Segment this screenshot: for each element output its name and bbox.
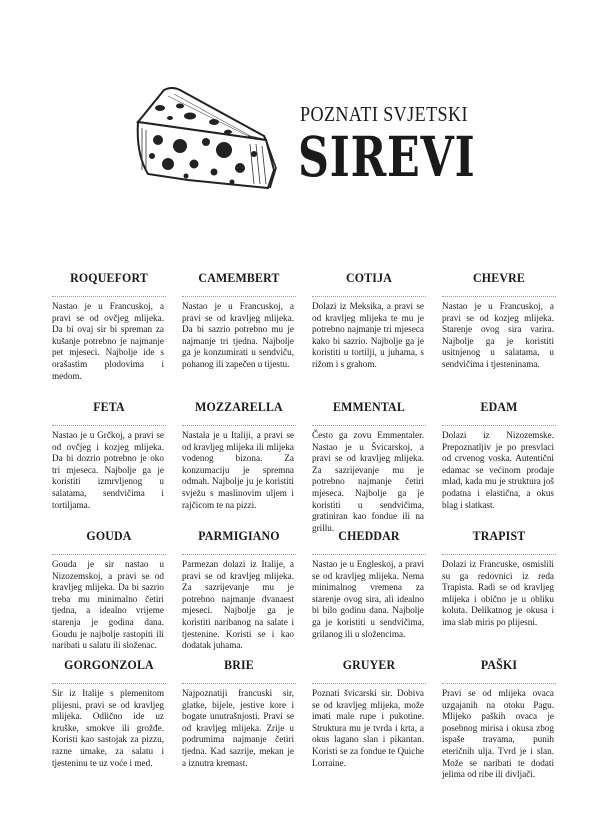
- cheese-name: COTIJA: [345, 271, 393, 285]
- poster-subtitle: POZNATI SVJETSKI: [300, 102, 468, 126]
- cheese-description: Gouda je sir nastao u Nizozemskoj, a pravi se od kravljeg mlijeka. Da bi sazrio treba mu minimalno četiri tjedna, a idealno vrijeme starenja je godina dana. Goudu je najbolje rastopiti ili naribati u salatu ili složenac.: [52, 559, 164, 651]
- cheese-name: CAMEMBERT: [198, 271, 280, 285]
- cheese-card: [312, 524, 426, 653]
- cheese-card: [52, 524, 166, 653]
- poster-title: SIREVI: [298, 124, 476, 189]
- cheese-name: GORGONZOLA: [64, 658, 154, 672]
- divider: [52, 554, 166, 555]
- cheese-card: [182, 524, 296, 653]
- divider: [52, 683, 166, 684]
- cheese-name: ROQUEFORT: [70, 271, 148, 285]
- cheese-description: Nastao je u Francuskoj, a pravi se od ovčjeg mlijeka. Da bi ovaj sir bi spreman za kušanje potrebno je najmanje pet mjeseci. Najbolje ide s orašastim plodovima i medom.: [52, 301, 164, 381]
- cheese-name: PAŠKI: [480, 658, 518, 672]
- cheese-name: CHEDDAR: [338, 529, 400, 543]
- divider: [442, 683, 556, 684]
- cheese-card: [182, 395, 296, 524]
- cheese-card: [442, 395, 556, 524]
- cheese-card: [312, 653, 426, 782]
- divider: [182, 425, 296, 426]
- cheese-description: Najpoznatiji francuski sir, glatke, bijele, jestive kore i bogate unutrašnjosti. Pravi se od kravljeg mlijeka. Zrije u podrumima najmanje četiri tjedna. Kad sazrije, mekan je a iznutra kremast.: [182, 688, 294, 768]
- cheese-card: [442, 266, 556, 395]
- divider: [312, 554, 426, 555]
- divider: [442, 554, 556, 555]
- cheese-name: PARMIGIANO: [198, 529, 280, 543]
- cheese-description: Dolazi iz Nizozemske. Prepoznatljiv je po presvlaci od crvenog voska. Autentični edamac se većinom prodaje mlad, kada mu je struktura još podatna i elastična, a okus blag i slatkast.: [442, 430, 554, 510]
- cheese-name: GRUYER: [342, 658, 396, 672]
- cheese-description: Nastao je u Engleskoj, a pravi se od kravljeg mlijeka. Nema minimalnog vremena za starenje ovog sira, ali idealno bi bilo godinu dana. Najbolje ga je koristiti u sendvičima, grilanog ili u složencima.: [312, 559, 424, 639]
- divider: [442, 296, 556, 297]
- cheese-description: Dolazi iz Meksika, a pravi se od kravljeg mlijeka te mu je potrebno najmanje tri mjeseca kako bi sazrio. Najbolje ga je koristiti u tortilji, u juhama, s rižom i s grahom.: [312, 301, 424, 369]
- cheese-grid: [52, 266, 556, 782]
- cheese-name: TRAPIST: [472, 529, 526, 543]
- divider: [312, 425, 426, 426]
- cheese-name: MOZZARELLA: [195, 400, 283, 414]
- cheese-name: EDAM: [480, 400, 518, 414]
- cheese-card: [182, 653, 296, 782]
- cheese-description: Nastao je u Francuskoj, a pravi se od kravljeg mlijeka. Da bi sazrio potrebno mu je najmanje tri tjedna. Najbolje ga je konzumirati u sendviču, pohanog ili zapečen u tijestu.: [182, 301, 294, 369]
- cheese-description: Nastao je u Francuskoj, a pravi se od kozjeg mlijeka. Starenje ovog sira varira. Najbolje ga je koristiti usitnjenog u salatama, u sendvičima i tjesteninama.: [442, 301, 554, 369]
- cheese-description: Sir iz Italije s plemenitom plijesni, pravi se od kravljeg mlijeka. Odlično ide uz kruške, smokve ili grožđe. Koristi kao sastojak za pizzu, razne umake, za salatu i tjesteninu te uz voće i med.: [52, 688, 164, 768]
- cheese-description: Parmezan dolazi iz Italije, a pravi se od kravljeg mlijeka. Za sazrijevanje mu je potrebno najmanje dvanaest mjeseci. Najbolje ga je koristiti naribanog na salate i tjestenine. Koristi se i kao dodatak juhama.: [182, 559, 294, 651]
- cheese-description: Pravi se od mlijeka ovaca uzgajanih na otoku Pagu. Mlijeko paških ovaca je posebnog mirisa i okusa zbog ispaše travama, punih eteričnih ulja. Tvrd je i slan. Može se naribati te dodati jelima od ribe ili divljači.: [442, 688, 554, 780]
- cheese-card: [312, 395, 426, 533]
- cheese-card: [442, 524, 556, 653]
- cheese-name: EMMENTAL: [333, 400, 405, 414]
- divider: [312, 296, 426, 297]
- cheese-description: Nastala je u Italiji, a pravi se od kravljeg mlijeka ili mlijeka vodenog bizona. Za konzumaciju je spremna odmah. Najbolje ju je koristiti svježu s maslinovim uljem i rajčicom te na pizzi.: [182, 430, 294, 510]
- cheese-description: Poznati švicarski sir. Dobiva se od kravljeg mlijeka, može imati male rupe i pukotine. Struktura mu je tvrda i krta, a okus lagano slan i pikantan. Koristi se za fondue te Quiche Lorraine.: [312, 688, 424, 768]
- divider: [442, 425, 556, 426]
- cheese-card: [312, 266, 426, 395]
- cheese-card: [52, 653, 166, 782]
- cheese-description: Često ga zovu Emmentaler. Nastao je u Švicarskoj, a pravi se od kravljeg mlijeka. Za sazrijevanje mu je potrebno najmanje četiri mjeseca. Najbolje ga je koristiti u sendvičima, gratiniran kao fondue ili na grillu.: [312, 430, 424, 533]
- divider: [52, 425, 166, 426]
- cheese-card: [52, 395, 166, 524]
- cheese-description: Dolazi iz Francuske, osmislili su ga redovnici iz reda Trapista. Radi se od kravljeg mlijeka i obično je u obliku koluta. Delikatnog je okusa i ima slab miris po plijesni.: [442, 559, 554, 627]
- cheese-wedge-icon: [128, 84, 278, 196]
- divider: [182, 296, 296, 297]
- cheese-name: GOUDA: [86, 529, 132, 543]
- divider: [182, 554, 296, 555]
- divider: [52, 296, 166, 297]
- cheese-card: [52, 266, 166, 395]
- cheese-name: BRIE: [224, 658, 254, 672]
- cheese-name: CHEVRE: [473, 271, 525, 285]
- cheese-description: Nastao je u Grčkoj, a pravi se od ovčjeg i kozjeg mlijeka. Da bi dozrio potrebno je oko tri mjeseca. Najbolje ga je koristiti izmrvljenog u salatama, sendvičima i tortiljama.: [52, 430, 164, 510]
- divider: [182, 683, 296, 684]
- cheese-card: [442, 653, 556, 782]
- cheese-name: FETA: [93, 400, 125, 414]
- divider: [312, 683, 426, 684]
- poster-header: [0, 0, 600, 220]
- cheese-card: [182, 266, 296, 395]
